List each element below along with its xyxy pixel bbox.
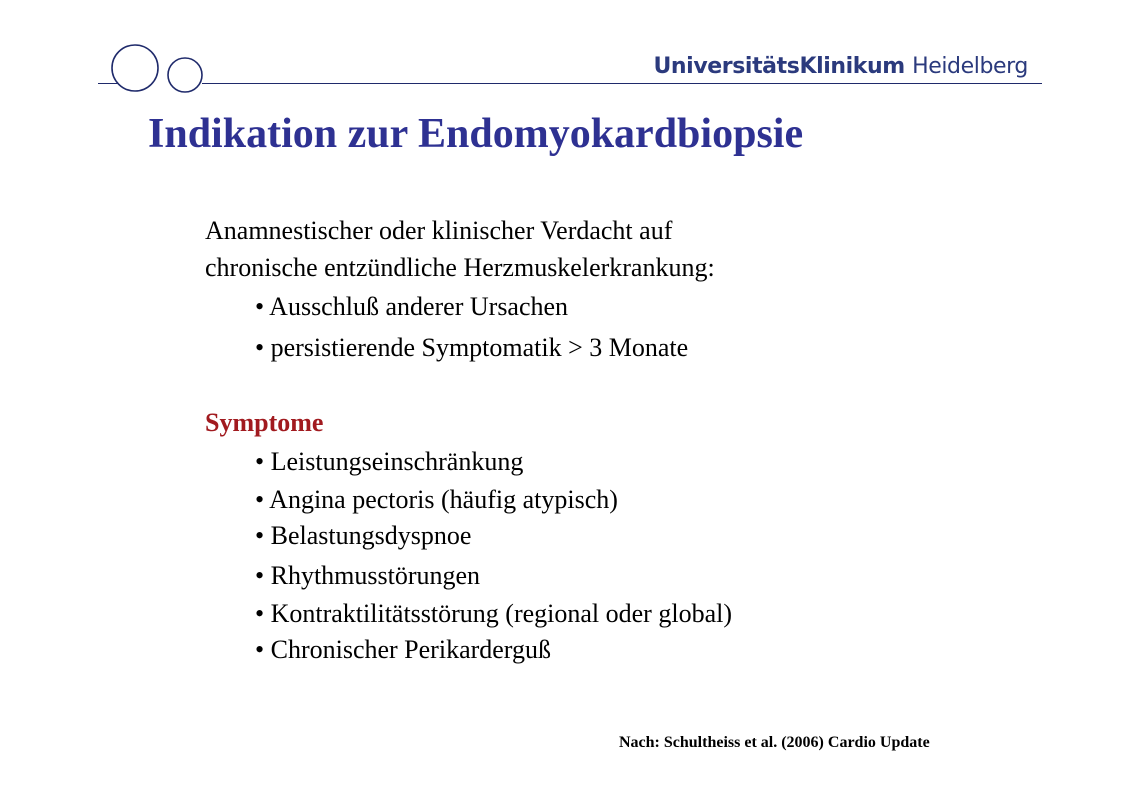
criteria-item: • Ausschluß anderer Ursachen <box>255 292 569 321</box>
criteria-item: • persistierende Symptomatik > 3 Monate <box>255 333 689 362</box>
header-rule <box>202 83 1042 84</box>
intro-line-2: chronische entzündliche Herzmuskelerkrankung: <box>205 253 715 282</box>
symptoms-heading: Symptome <box>205 408 324 437</box>
symptom-item: • Kontraktilitätsstörung (regional oder global) <box>255 599 732 628</box>
logo-circles <box>108 44 208 94</box>
brand-name-bold: UniversitätsKlinikum <box>653 54 905 79</box>
brand-logo <box>653 54 1028 79</box>
brand-name-light: Heidelberg <box>912 54 1028 79</box>
intro-line-1: Anamnestischer oder klinischer Verdacht auf <box>205 216 673 245</box>
symptom-item: • Angina pectoris (häufig atypisch) <box>255 485 618 514</box>
symptom-item: • Rhythmusstörungen <box>255 561 481 590</box>
logo-large-circle <box>112 45 158 91</box>
slide-title: Indikation zur Endomyokardbiopsie <box>148 111 804 157</box>
symptom-item: • Chronischer Perikarderguß <box>255 635 551 664</box>
symptom-item: • Belastungsdyspnoe <box>255 521 472 550</box>
symptom-item: • Leistungseinschränkung <box>255 447 524 476</box>
logo-small-circle <box>168 58 202 92</box>
source-citation: Nach: Schultheiss et al. (2006) Cardio Update <box>619 734 930 751</box>
